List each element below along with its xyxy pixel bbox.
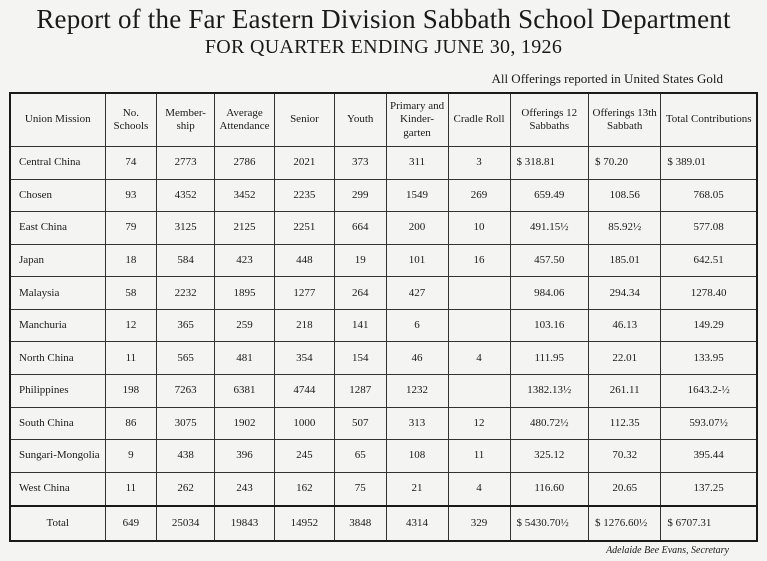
report-subtitle: FOR QUARTER ENDING JUNE 30, 1926 bbox=[204, 36, 563, 58]
table-row bbox=[10, 440, 757, 473]
table-cell: 664 bbox=[334, 212, 386, 245]
table-cell: 16 bbox=[448, 244, 510, 277]
table-cell: 2232 bbox=[157, 277, 215, 310]
currency-note: All Offerings reported in United States Gold bbox=[491, 71, 723, 86]
table-cell: 70.32 bbox=[589, 440, 661, 473]
table-cell: 65 bbox=[334, 440, 386, 473]
table-cell: 261.11 bbox=[589, 375, 661, 408]
table-cell: 6 bbox=[386, 309, 448, 342]
table-cell: 294.34 bbox=[589, 277, 661, 310]
table-cell: 46.13 bbox=[589, 309, 661, 342]
table-cell: $ 5430.70½ bbox=[510, 506, 589, 541]
table-cell: 2125 bbox=[215, 212, 275, 245]
table-cell: 593.07½ bbox=[661, 407, 757, 440]
table-cell: 396 bbox=[215, 440, 275, 473]
column-header: Offerings 12 Sabbaths bbox=[510, 93, 589, 147]
table-cell: 577.08 bbox=[661, 212, 757, 245]
table-row bbox=[10, 309, 757, 342]
table-cell: 438 bbox=[157, 440, 215, 473]
table-cell: 313 bbox=[386, 407, 448, 440]
table-row bbox=[10, 342, 757, 375]
column-header: Offerings 13th Sabbath bbox=[589, 93, 661, 147]
mission-name: South China bbox=[10, 407, 105, 440]
table-cell: 1287 bbox=[334, 375, 386, 408]
table-cell: 162 bbox=[274, 472, 334, 506]
table-cell: 19 bbox=[334, 244, 386, 277]
table-cell: 2251 bbox=[274, 212, 334, 245]
table-cell: 200 bbox=[386, 212, 448, 245]
table-row bbox=[10, 277, 757, 310]
table-cell: 22.01 bbox=[589, 342, 661, 375]
table-cell bbox=[448, 309, 510, 342]
table-cell: 768.05 bbox=[661, 179, 757, 212]
table-cell: 4 bbox=[448, 342, 510, 375]
table-cell: 101 bbox=[386, 244, 448, 277]
mission-name: Philippines bbox=[10, 375, 105, 408]
table-cell: 373 bbox=[334, 147, 386, 180]
column-header: Member-ship bbox=[157, 93, 215, 147]
table-cell: 1549 bbox=[386, 179, 448, 212]
table-cell: 74 bbox=[105, 147, 157, 180]
mission-name: Japan bbox=[10, 244, 105, 277]
table-cell: 245 bbox=[274, 440, 334, 473]
table-cell: 480.72½ bbox=[510, 407, 589, 440]
table-cell: 395.44 bbox=[661, 440, 757, 473]
table-cell: 46 bbox=[386, 342, 448, 375]
table-row bbox=[10, 375, 757, 408]
table-cell: 1902 bbox=[215, 407, 275, 440]
table-cell: 269 bbox=[448, 179, 510, 212]
table-cell: 11 bbox=[105, 342, 157, 375]
table-cell: 112.35 bbox=[589, 407, 661, 440]
table-cell: 649 bbox=[105, 506, 157, 541]
table-cell: 20.65 bbox=[589, 472, 661, 506]
table-cell: 423 bbox=[215, 244, 275, 277]
table-row bbox=[10, 472, 757, 506]
table-cell: 1277 bbox=[274, 277, 334, 310]
mission-name: Manchuria bbox=[10, 309, 105, 342]
table-cell: 491.15½ bbox=[510, 212, 589, 245]
table-row bbox=[10, 179, 757, 212]
header-row bbox=[10, 93, 757, 147]
table-cell: 365 bbox=[157, 309, 215, 342]
total-row bbox=[10, 506, 757, 541]
table-cell bbox=[448, 277, 510, 310]
table-cell: 58 bbox=[105, 277, 157, 310]
column-header: Youth bbox=[334, 93, 386, 147]
table-cell: 1382.13½ bbox=[510, 375, 589, 408]
table-cell: 1000 bbox=[274, 407, 334, 440]
table-cell: 93 bbox=[105, 179, 157, 212]
table-cell: 3 bbox=[448, 147, 510, 180]
table-cell: 481 bbox=[215, 342, 275, 375]
table-cell: 185.01 bbox=[589, 244, 661, 277]
table-cell: 25034 bbox=[157, 506, 215, 541]
table-cell: 584 bbox=[157, 244, 215, 277]
table-cell: $ 6707.31 bbox=[661, 506, 757, 541]
table-cell: 12 bbox=[105, 309, 157, 342]
column-header: Cradle Roll bbox=[448, 93, 510, 147]
column-header: Primary and Kinder-garten bbox=[386, 93, 448, 147]
table-row bbox=[10, 212, 757, 245]
table-cell: 3848 bbox=[334, 506, 386, 541]
table-cell: 111.95 bbox=[510, 342, 589, 375]
mission-name: East China bbox=[10, 212, 105, 245]
table-cell: 21 bbox=[386, 472, 448, 506]
table-cell: 325.12 bbox=[510, 440, 589, 473]
sabbath-school-report-table bbox=[9, 92, 758, 542]
table-cell: 1278.40 bbox=[661, 277, 757, 310]
table-cell: 116.60 bbox=[510, 472, 589, 506]
table-cell: 75 bbox=[334, 472, 386, 506]
mission-name: North China bbox=[10, 342, 105, 375]
table-cell: 984.06 bbox=[510, 277, 589, 310]
table-cell: 2235 bbox=[274, 179, 334, 212]
table-cell: 311 bbox=[386, 147, 448, 180]
mission-name: Central China bbox=[10, 147, 105, 180]
table-cell: 7263 bbox=[157, 375, 215, 408]
table-cell: 507 bbox=[334, 407, 386, 440]
column-header: Union Mission bbox=[10, 93, 105, 147]
table-cell: 10 bbox=[448, 212, 510, 245]
mission-name: West China bbox=[10, 472, 105, 506]
table-cell: 4 bbox=[448, 472, 510, 506]
column-header: Total Contributions bbox=[661, 93, 757, 147]
table-cell: 4314 bbox=[386, 506, 448, 541]
column-header: No. Schools bbox=[105, 93, 157, 147]
table-cell: 85.92½ bbox=[589, 212, 661, 245]
table-cell: 86 bbox=[105, 407, 157, 440]
table-cell: 141 bbox=[334, 309, 386, 342]
mission-name: Total bbox=[10, 506, 105, 541]
table-cell: 2786 bbox=[215, 147, 275, 180]
table-cell: 3075 bbox=[157, 407, 215, 440]
table-cell: 1643.2-½ bbox=[661, 375, 757, 408]
column-header: Senior bbox=[274, 93, 334, 147]
table-row bbox=[10, 244, 757, 277]
table-cell: $ 318.81 bbox=[510, 147, 589, 180]
mission-name: Malaysia bbox=[10, 277, 105, 310]
table-cell: 262 bbox=[157, 472, 215, 506]
table-cell: 14952 bbox=[274, 506, 334, 541]
table-cell: 2021 bbox=[274, 147, 334, 180]
table-row bbox=[10, 147, 757, 180]
mission-name: Chosen bbox=[10, 179, 105, 212]
table-cell: $ 389.01 bbox=[661, 147, 757, 180]
table-cell: 354 bbox=[274, 342, 334, 375]
table-cell: 264 bbox=[334, 277, 386, 310]
table-cell: $ 70.20 bbox=[589, 147, 661, 180]
table-cell: 198 bbox=[105, 375, 157, 408]
table-cell: 457.50 bbox=[510, 244, 589, 277]
table-cell: 19843 bbox=[215, 506, 275, 541]
table-cell: 1895 bbox=[215, 277, 275, 310]
table-cell: 137.25 bbox=[661, 472, 757, 506]
table-cell: 79 bbox=[105, 212, 157, 245]
table-cell: 218 bbox=[274, 309, 334, 342]
table-cell: 243 bbox=[215, 472, 275, 506]
signature: Adelaide Bee Evans, Secretary bbox=[606, 545, 729, 556]
table-cell: 11 bbox=[448, 440, 510, 473]
table-cell: 3452 bbox=[215, 179, 275, 212]
table-cell: 642.51 bbox=[661, 244, 757, 277]
table-cell: 154 bbox=[334, 342, 386, 375]
table-cell: 108 bbox=[386, 440, 448, 473]
table-cell: 2773 bbox=[157, 147, 215, 180]
table-cell: $ 1276.60½ bbox=[589, 506, 661, 541]
table-cell: 3125 bbox=[157, 212, 215, 245]
table-cell: 103.16 bbox=[510, 309, 589, 342]
table-cell: 6381 bbox=[215, 375, 275, 408]
table-cell: 329 bbox=[448, 506, 510, 541]
table-cell: 4744 bbox=[274, 375, 334, 408]
table-cell: 11 bbox=[105, 472, 157, 506]
table-cell: 448 bbox=[274, 244, 334, 277]
table-cell: 9 bbox=[105, 440, 157, 473]
table-cell: 259 bbox=[215, 309, 275, 342]
table-cell: 149.29 bbox=[661, 309, 757, 342]
table-cell: 4352 bbox=[157, 179, 215, 212]
table-cell: 133.95 bbox=[661, 342, 757, 375]
column-header: Average Attendance bbox=[215, 93, 275, 147]
report-title: Report of the Far Eastern Division Sabbath School Department bbox=[36, 4, 731, 34]
table-cell: 1232 bbox=[386, 375, 448, 408]
mission-name: Sungari-Mongolia bbox=[10, 440, 105, 473]
table-row bbox=[10, 407, 757, 440]
table-cell: 12 bbox=[448, 407, 510, 440]
table-cell bbox=[448, 375, 510, 408]
table-cell: 659.49 bbox=[510, 179, 589, 212]
table-cell: 427 bbox=[386, 277, 448, 310]
table-cell: 299 bbox=[334, 179, 386, 212]
table-cell: 565 bbox=[157, 342, 215, 375]
table-cell: 18 bbox=[105, 244, 157, 277]
table-cell: 108.56 bbox=[589, 179, 661, 212]
